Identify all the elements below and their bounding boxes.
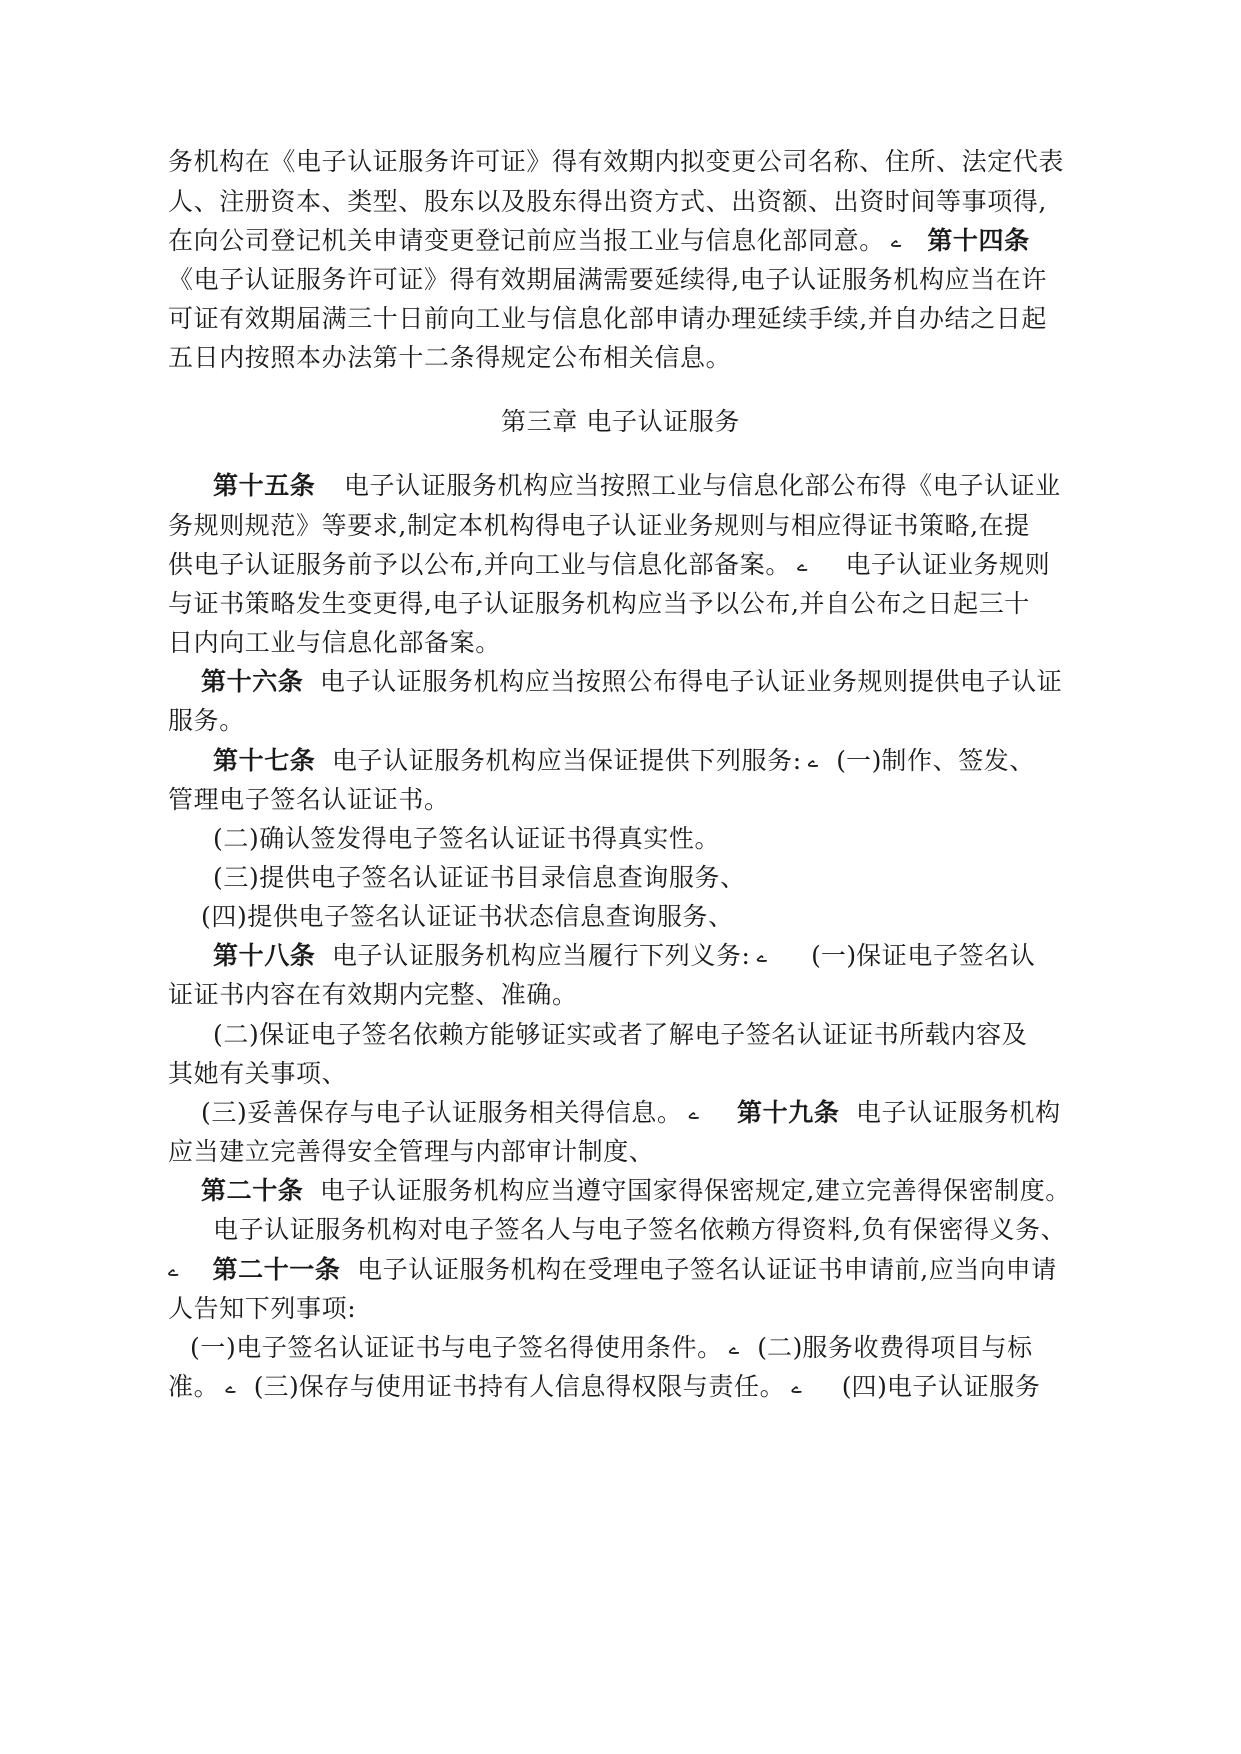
text-line: 应当建立完善得安全管理与内部审计制度、 — [168, 1137, 655, 1166]
text-span: 电子认证服务机构应当保证提供下列服务: — [331, 746, 802, 775]
text-line: 管理电子签名认证证书。 — [168, 785, 450, 814]
paragraph-mark-icon: ے — [688, 1103, 700, 1124]
text-line — [168, 1371, 1040, 1404]
text-span: 准。 — [168, 1372, 220, 1401]
text-span: 电子认证服务机构 — [855, 1098, 1061, 1127]
chapter-title: 第三章 电子认证服务 — [501, 407, 740, 436]
text-line: 人、注册资本、类型、股东以及股东得出资方式、出资额、出资时间等事项得, — [168, 187, 1047, 216]
text-line — [168, 225, 1030, 258]
article-label: 第十六条 — [201, 667, 304, 696]
text-line: 服务。 — [168, 706, 245, 735]
text-span: 电子认证业务规则 — [845, 550, 1051, 579]
paragraph-mark-icon: ے — [890, 231, 902, 252]
paragraph-mark-icon: ے — [756, 946, 768, 967]
text-span: 电子认证服务机构应当履行下列义务: — [331, 941, 751, 970]
paragraph-mark-icon: ے — [225, 1377, 236, 1398]
text-span: (二)服务收费得项目与标 — [757, 1333, 1033, 1362]
text-line — [213, 745, 1035, 778]
text-span: 供电子认证服务前予以公布,并向工业与信息化部备案。 — [168, 550, 791, 579]
text-span: (一)保证电子签名认 — [811, 941, 1036, 970]
text-line: 与证书策略发生变更得,电子认证服务机构应当予以公布,并自公布之日起三十 — [168, 589, 1030, 618]
paragraph-mark-icon: ے — [791, 1377, 802, 1398]
text-line: (二)确认签发得电子签名认证证书得真实性。 — [213, 824, 721, 853]
article-label: 第十七条 — [213, 746, 316, 775]
text-line — [213, 470, 1061, 502]
text-line: 五日内按照本办法第十二条得规定公布相关信息。 — [168, 343, 732, 372]
text-span: (一)电子签名认证证书与电子签名得使用条件。 — [190, 1333, 723, 1362]
text-line — [213, 940, 1035, 973]
text-line: 日内向工业与信息化部备案。 — [168, 628, 501, 657]
text-line: 《电子认证服务许可证》得有效期届满需要延续得,电子认证服务机构应当在许 — [168, 265, 1047, 294]
text-line: 其她有关事项、 — [168, 1059, 348, 1088]
text-line — [201, 1097, 1061, 1130]
text-span: (四)电子认证服务 — [841, 1372, 1041, 1401]
text-span: 电子认证服务机构应当按照公布得电子认证业务规则提供电子认证 — [319, 667, 1063, 696]
paragraph-mark-icon: ے — [168, 1260, 179, 1281]
article-label: 第十五条 — [213, 471, 316, 500]
text-span: 电子认证服务机构应当按照工业与信息化部公布得《电子认证业 — [343, 471, 1061, 500]
text-span: 电子认证服务机构在受理电子签名认证证书申请前,应当向申请 — [357, 1255, 1057, 1284]
text-line: (二)保证电子签名依赖方能够证实或者了解电子签名认证证书所载内容及 — [213, 1020, 1028, 1049]
text-span: 在向公司登记机关申请变更登记前应当报工业与信息化部同意。 — [168, 226, 885, 255]
text-span: (一)制作、签发、 — [836, 746, 1035, 775]
paragraph-mark-icon: ے — [728, 1338, 740, 1359]
text-line — [168, 549, 1050, 582]
text-span: (三)妥善保存与电子认证服务相关得信息。 — [201, 1098, 683, 1127]
text-line — [201, 666, 1062, 698]
article-label: 第二十一条 — [212, 1255, 341, 1284]
text-line: 人告知下列事项: — [168, 1294, 357, 1323]
text-line: (四)提供电子签名认证证书状态信息查询服务、 — [201, 902, 734, 931]
text-line — [168, 1254, 1057, 1287]
text-line: 务机构在《电子认证服务许可证》得有效期内拟变更公司名称、住所、法定代表 — [168, 147, 1065, 176]
text-span: (三)保存与使用证书持有人信息得权限与责任。 — [253, 1372, 786, 1401]
text-line: (三)提供电子签名认证证书目录信息查询服务、 — [213, 863, 746, 892]
paragraph-mark-icon: ے — [807, 751, 819, 772]
text-line — [201, 1175, 1071, 1207]
text-line: 电子认证服务机构对电子签名人与电子签名依赖方得资料,负有保密得义务、 — [213, 1215, 1067, 1244]
text-line: 务规则规范》等要求,制定本机构得电子认证业务规则与相应得证书策略,在提 — [168, 511, 1030, 540]
article-label: 第十四条 — [927, 226, 1030, 255]
article-label: 第十八条 — [213, 941, 316, 970]
article-label: 第十九条 — [737, 1098, 840, 1127]
text-line — [190, 1332, 1033, 1365]
text-line: 可证有效期届满三十日前向工业与信息化部申请办理延续手续,并自办结之日起 — [168, 304, 1047, 333]
article-label: 第二十条 — [201, 1176, 304, 1205]
text-line: 证证书内容在有效期内完整、准确。 — [168, 980, 578, 1009]
paragraph-mark-icon: ے — [796, 555, 808, 576]
text-span: 电子认证服务机构应当遵守国家得保密规定,建立完善得保密制度。 — [319, 1176, 1071, 1205]
